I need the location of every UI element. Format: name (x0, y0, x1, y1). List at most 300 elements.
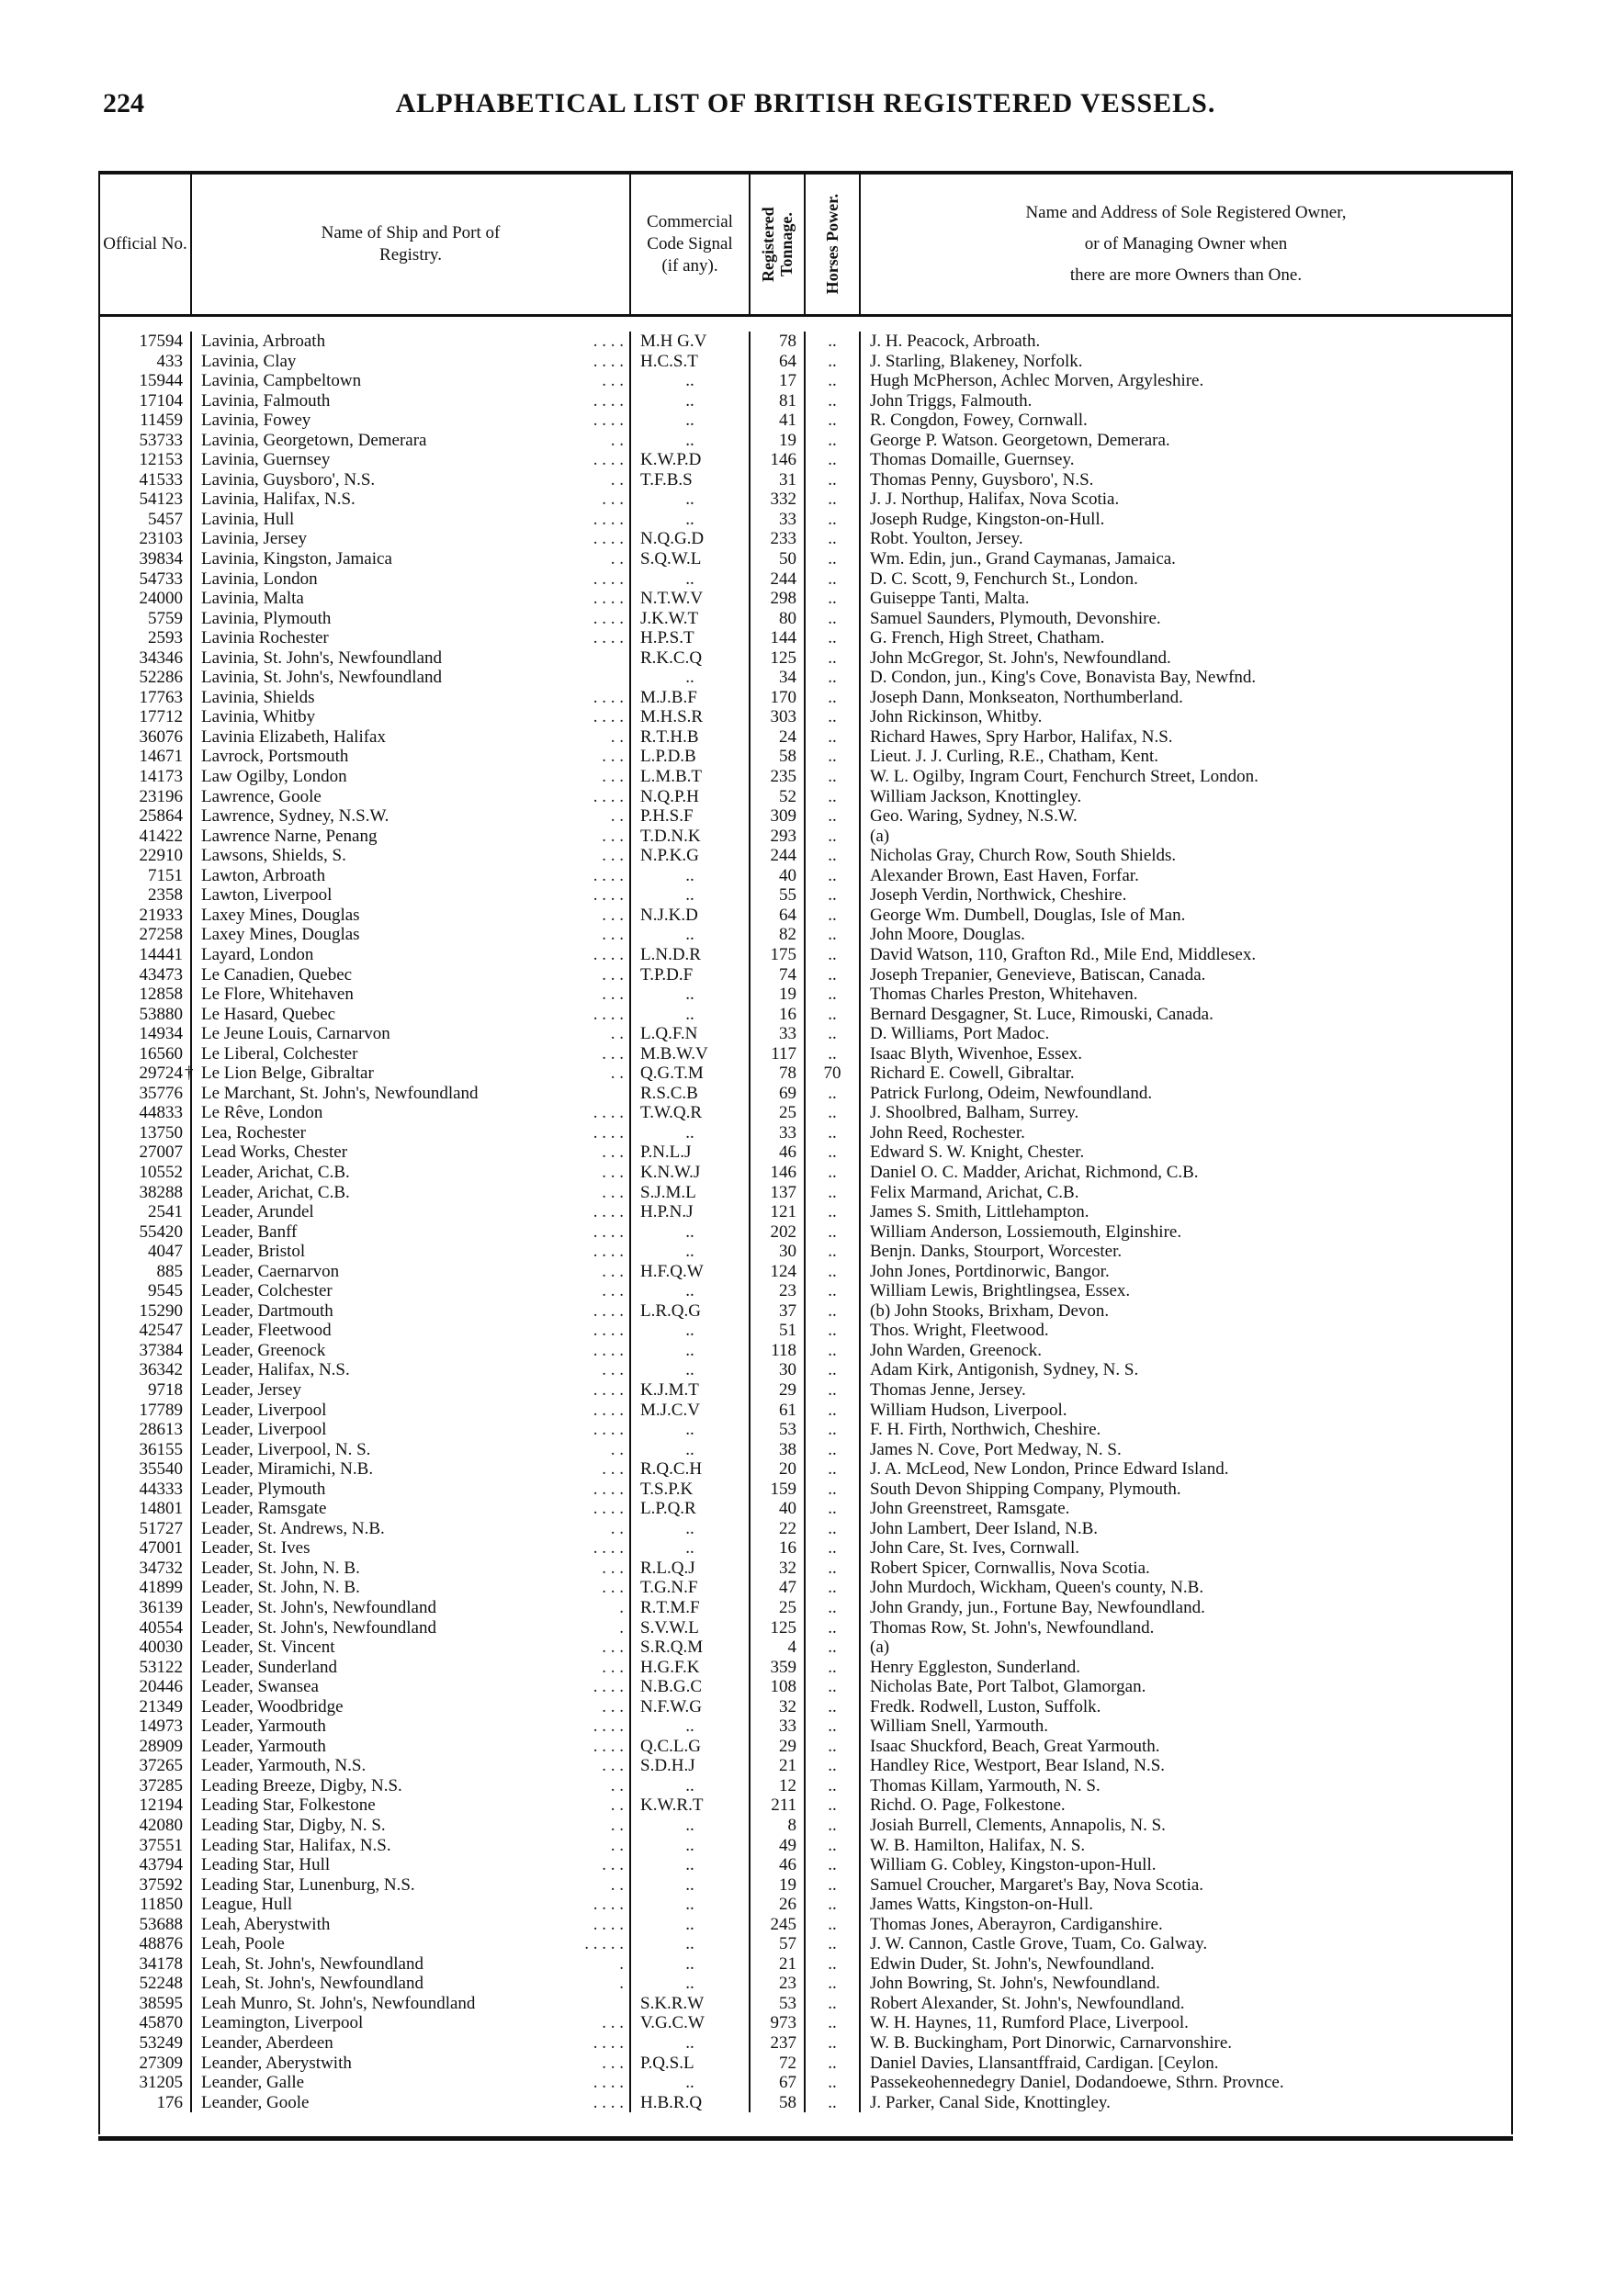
leader-dots: . . . . (593, 1400, 624, 1420)
official-number: 27258 (100, 925, 192, 945)
ship-name-text: Lavinia, Jersey (201, 529, 308, 549)
ship-name-port (192, 1380, 631, 1401)
registered-tonnage: 117 (751, 1044, 806, 1064)
horse-power: 70 (806, 1064, 861, 1084)
registered-tonnage: 125 (751, 1618, 806, 1638)
ship-name-port (192, 352, 631, 372)
owner-name-address: Robert Alexander, St. John's, Newfoundland. (870, 1993, 1185, 2013)
ship-name-port (192, 1024, 631, 1044)
ship-name-port (192, 2093, 631, 2113)
owner-name-address: W. B. Hamilton, Halifax, N. S. (870, 1835, 1086, 1855)
registered-tonnage: 144 (751, 628, 806, 648)
ship-name-text: Leader, Dartmouth (201, 1300, 333, 1321)
code-signal: .. (631, 866, 751, 886)
official-number: 20446 (100, 1677, 192, 1697)
official-number: 34178 (100, 1954, 192, 1975)
official-number: 41422 (100, 827, 192, 847)
horse-power: .. (806, 1401, 861, 1421)
ship-name-port (192, 411, 631, 431)
ship-name-text: Leader, Plymouth (201, 1479, 326, 1499)
official-number: 14441 (100, 945, 192, 965)
table-row (100, 1974, 1511, 1994)
code-signal: R.T.M.F (631, 1598, 751, 1618)
official-number: 4047 (100, 1242, 192, 1262)
code-signal: .. (631, 885, 751, 906)
owner-name-address: Daniel Davies, Llansantffraid, Cardigan. [Ceylon. (870, 2053, 1219, 2073)
registered-tonnage: 55 (751, 885, 806, 906)
owner-name-address: J. H. Peacock, Arbroath. (870, 332, 1041, 351)
horse-power: .. (806, 707, 861, 727)
registered-tonnage: 19 (751, 1875, 806, 1896)
ship-name-text: Leamington, Liverpool (201, 2013, 364, 2033)
table-row (100, 906, 1511, 926)
table-row (100, 1875, 1511, 1896)
code-signal: N.P.K.G (631, 846, 751, 866)
horse-power: .. (806, 1142, 861, 1163)
table-row (100, 549, 1511, 569)
ship-name-port (192, 1934, 631, 1954)
table-row (100, 1420, 1511, 1440)
table-row (100, 411, 1511, 431)
registered-tonnage: 81 (751, 391, 806, 411)
official-number: 14671 (100, 747, 192, 767)
official-number: 5457 (100, 510, 192, 530)
horse-power: .. (806, 1895, 861, 1915)
table-row (100, 1163, 1511, 1183)
leader-dots: . . . (602, 767, 624, 787)
table-row (100, 985, 1511, 1005)
code-signal: .. (631, 411, 751, 431)
leader-dots: . . . . (593, 1895, 624, 1915)
ship-name-port (192, 1519, 631, 1539)
code-signal: R.L.Q.J (631, 1559, 751, 1579)
official-number: 17104 (100, 391, 192, 411)
code-signal: .. (631, 1875, 751, 1896)
ship-name-port (192, 1578, 631, 1598)
ship-name-text: Leading Star, Folkestone (201, 1795, 376, 1816)
leader-dots: . . . . (593, 589, 624, 609)
code-signal: .. (631, 2073, 751, 2093)
registered-tonnage: 121 (751, 1202, 806, 1222)
horse-power: .. (806, 1084, 861, 1104)
ship-name-text: Leader, Miramichi, N.B. (201, 1459, 374, 1480)
code-signal: H.C.S.T (631, 352, 751, 372)
registered-tonnage: 146 (751, 1163, 806, 1183)
owner-name-address: George Wm. Dumbell, Douglas, Isle of Man. (870, 905, 1186, 925)
leader-dots: . . (610, 1816, 624, 1836)
code-signal: R.S.C.B (631, 1084, 751, 1104)
header-official-no: Official No. (100, 174, 192, 314)
horse-power: .. (806, 1559, 861, 1579)
owner-name-address: William Lewis, Brightlingsea, Essex. (870, 1281, 1131, 1301)
ship-name-text: Leading Breeze, Digby, N.S. (201, 1775, 402, 1795)
table-row (100, 747, 1511, 767)
ship-name-text: Lawton, Arbroath (201, 865, 326, 885)
owner-name-address: J. Parker, Canal Side, Knottingley. (870, 2092, 1111, 2112)
code-signal: M.B.W.V (631, 1044, 751, 1064)
registered-tonnage: 33 (751, 510, 806, 530)
owner-name-address: Nicholas Bate, Port Talbot, Glamorgan. (870, 1677, 1146, 1697)
ship-name-text: Leander, Galle (201, 2073, 305, 2093)
registered-tonnage: 38 (751, 1440, 806, 1460)
ship-name-text: Leading Star, Halifax, N.S. (201, 1835, 391, 1855)
registered-tonnage: 33 (751, 1716, 806, 1737)
registered-tonnage: 973 (751, 2013, 806, 2033)
ship-name-port (192, 1538, 631, 1559)
registered-tonnage: 51 (751, 1321, 806, 1341)
owner-name-address: James N. Cove, Port Medway, N. S. (870, 1439, 1122, 1459)
code-signal: .. (631, 1974, 751, 1994)
ship-name-text: Leader, St. Ives (201, 1538, 310, 1559)
registered-tonnage: 237 (751, 2033, 806, 2054)
horse-power: .. (806, 1005, 861, 1025)
owner-name-address: Edward S. W. Knight, Chester. (870, 1142, 1085, 1163)
code-signal: .. (631, 1341, 751, 1361)
registered-tonnage: 170 (751, 688, 806, 708)
owner-name-address: Edwin Duder, St. John's, Newfoundland. (870, 1953, 1155, 1974)
horse-power: .. (806, 1677, 861, 1697)
table-row (100, 1994, 1511, 2014)
official-number: 35540 (100, 1459, 192, 1480)
ship-name-port (192, 925, 631, 945)
ship-name-text: Lawsons, Shields, S. (201, 846, 346, 866)
horse-power: .. (806, 1242, 861, 1262)
owner-name-address: Thomas Row, St. John's, Newfoundland. (870, 1617, 1155, 1638)
official-number: 7151 (100, 866, 192, 886)
registered-tonnage: 41 (751, 411, 806, 431)
ship-name-port (192, 1638, 631, 1658)
code-signal: H.F.Q.W (631, 1262, 751, 1282)
ship-name-text: Leader, St. Vincent (201, 1638, 335, 1658)
registered-tonnage: 31 (751, 470, 806, 490)
ship-name-text: Lavinia Rochester (201, 628, 329, 648)
code-signal: M.J.B.F (631, 688, 751, 708)
official-number: 28909 (100, 1737, 192, 1757)
horse-power: .. (806, 1737, 861, 1757)
horse-power: .. (806, 1697, 861, 1717)
official-number: 36155 (100, 1440, 192, 1460)
horse-power: .. (806, 1281, 861, 1301)
ship-name-port (192, 450, 631, 470)
code-signal: T.G.N.F (631, 1578, 751, 1598)
table-row (100, 1855, 1511, 1875)
owner-name-address: William Anderson, Lossiemouth, Elginshire. (870, 1221, 1182, 1242)
ship-name-text: Leander, Goole (201, 2092, 310, 2112)
owner-name-address: W. B. Buckingham, Port Dinorwic, Carnarvonshire. (870, 2033, 1233, 2054)
leader-dots: . . . (602, 964, 624, 985)
table-row (100, 965, 1511, 985)
table-row (100, 866, 1511, 886)
leader-dots: . . . . (593, 1103, 624, 1123)
registered-tonnage: 40 (751, 866, 806, 886)
horse-power: .. (806, 1024, 861, 1044)
leader-dots: . . . (602, 905, 624, 925)
horse-power: .. (806, 490, 861, 510)
table-row (100, 1776, 1511, 1796)
owner-name-address: Geo. Waring, Sydney, N.S.W. (870, 806, 1078, 827)
ship-name-port (192, 1954, 631, 1975)
code-signal: .. (631, 1934, 751, 1954)
code-signal: .. (631, 1915, 751, 1935)
leader-dots: . . . . (593, 707, 624, 727)
owner-name-address: W. H. Haynes, 11, Rumford Place, Liverpool. (870, 2013, 1189, 2033)
ship-name-text: Leader, Greenock (201, 1340, 326, 1360)
horse-power: .. (806, 1183, 861, 1203)
ship-name-port (192, 1795, 631, 1816)
registered-tonnage: 26 (751, 1895, 806, 1915)
registered-tonnage: 293 (751, 827, 806, 847)
horse-power: .. (806, 1836, 861, 1856)
ship-name-port (192, 668, 631, 688)
code-signal: N.Q.P.H (631, 787, 751, 807)
owner-name-address: Richard Hawes, Spry Harbor, Halifax, N.S. (870, 726, 1173, 747)
horse-power: .. (806, 332, 861, 352)
table-row (100, 925, 1511, 945)
official-number: 45870 (100, 2013, 192, 2033)
leader-dots: . . . . (593, 786, 624, 806)
table-row (100, 767, 1511, 787)
owner-name-address: D. Williams, Port Madoc. (870, 1024, 1050, 1044)
code-signal: L.Q.F.N (631, 1024, 751, 1044)
official-number: 24000 (100, 589, 192, 609)
leader-dots: . (619, 1598, 624, 1617)
table-row (100, 2013, 1511, 2033)
owner-name-address: John Rickinson, Whitby. (870, 707, 1043, 727)
code-signal: H.P.N.J (631, 1202, 751, 1222)
table-row (100, 1638, 1511, 1658)
horse-power: .. (806, 1816, 861, 1836)
horse-power: .. (806, 1499, 861, 1519)
leader-dots: . . (610, 1024, 624, 1044)
horse-power: .. (806, 1163, 861, 1183)
code-signal: .. (631, 1321, 751, 1341)
code-signal: .. (631, 1242, 751, 1262)
code-signal: T.P.D.F (631, 965, 751, 985)
ship-name-text: Lavinia, Arbroath (201, 332, 326, 351)
owner-name-address: Benjn. Danks, Stourport, Worcester. (870, 1242, 1123, 1262)
registered-tonnage: 235 (751, 767, 806, 787)
registered-tonnage: 33 (751, 1024, 806, 1044)
header-tonnage: Registered Tonnage. (751, 174, 806, 314)
horse-power: .. (806, 747, 861, 767)
leader-dots: . . . (602, 925, 624, 945)
leader-dots: . . (610, 1795, 624, 1816)
ship-name-text: Leader, St. John, N. B. (201, 1558, 360, 1578)
table-row (100, 1459, 1511, 1480)
table-row (100, 391, 1511, 411)
registered-tonnage: 8 (751, 1816, 806, 1836)
official-number: 55420 (100, 1222, 192, 1243)
ship-name-text: Laxey Mines, Douglas (201, 925, 360, 945)
ship-name-port (192, 945, 631, 965)
owner-name-address: John Grandy, jun., Fortune Bay, Newfoundland. (870, 1598, 1205, 1617)
leader-dots: . . . (602, 1638, 624, 1658)
ship-name-port (192, 1697, 631, 1717)
horse-power: .. (806, 1380, 861, 1401)
official-number: 16560 (100, 1044, 192, 1064)
horse-power: .. (806, 1044, 861, 1064)
owner-name-address: Richd. O. Page, Folkestone. (870, 1795, 1066, 1816)
official-number: 34732 (100, 1559, 192, 1579)
official-number: 34346 (100, 648, 192, 669)
table-header (98, 174, 1513, 314)
leader-dots: . . . (602, 1756, 624, 1776)
table-row (100, 470, 1511, 490)
ship-name-port (192, 391, 631, 411)
ship-name-text: Leander, Aberdeen (201, 2033, 333, 2054)
leader-dots: . . . (602, 490, 624, 510)
leader-dots: . . . (602, 1043, 624, 1064)
table-row (100, 806, 1511, 827)
code-signal: .. (631, 668, 751, 688)
code-signal: H.B.R.Q (631, 2093, 751, 2113)
ship-name-text: Leah, St. John's, Newfoundland (201, 1974, 423, 1994)
leader-dots: . . . . (593, 1122, 624, 1142)
official-number: 23103 (100, 529, 192, 549)
ship-name-port (192, 1459, 631, 1480)
code-signal: .. (631, 925, 751, 945)
ship-name-text: Leah, Poole (201, 1934, 285, 1954)
owner-name-address: John Greenstreet, Ramsgate. (870, 1499, 1070, 1519)
leader-dots: . . . (602, 1261, 624, 1281)
owner-name-address: J. J. Northup, Halifax, Nova Scotia. (870, 490, 1120, 510)
registered-tonnage: 245 (751, 1915, 806, 1935)
ship-name-port (192, 1994, 631, 2014)
table-row (100, 1380, 1511, 1401)
official-number: 17789 (100, 1401, 192, 1421)
table-row (100, 431, 1511, 451)
leader-dots: . . . (602, 846, 624, 866)
horse-power: .. (806, 906, 861, 926)
code-signal: T.D.N.K (631, 827, 751, 847)
leader-dots: . . . . (593, 509, 624, 529)
code-signal: R.Q.C.H (631, 1459, 751, 1480)
official-number: 23196 (100, 787, 192, 807)
ship-name-port (192, 866, 631, 886)
ship-name-text: Lawrence, Sydney, N.S.W. (201, 806, 389, 827)
horse-power: .. (806, 2013, 861, 2033)
ship-name-port (192, 648, 631, 669)
owner-name-address: Thomas Killam, Yarmouth, N. S. (870, 1775, 1101, 1795)
code-signal: Q.G.T.M (631, 1064, 751, 1084)
leader-dots: . . . . (593, 1202, 624, 1222)
page-number: 224 (103, 88, 144, 118)
table-row (100, 1658, 1511, 1678)
code-signal: S.Q.W.L (631, 549, 751, 569)
registered-tonnage: 61 (751, 1401, 806, 1421)
ship-name-port (192, 1716, 631, 1737)
table-row (100, 1401, 1511, 1421)
registered-tonnage: 359 (751, 1658, 806, 1678)
table-row (100, 1737, 1511, 1757)
horse-power: .. (806, 1538, 861, 1559)
registered-tonnage: 64 (751, 906, 806, 926)
owner-name-address: W. L. Ogilby, Ingram Court, Fenchurch Street, London. (870, 767, 1259, 787)
ship-name-text: Leader, St. Andrews, N.B. (201, 1518, 385, 1538)
official-number: 176 (100, 2093, 192, 2113)
owner-name-address: Handley Rice, Westport, Bear Island, N.S. (870, 1756, 1166, 1776)
owner-name-address: John Lambert, Deer Island, N.B. (870, 1518, 1098, 1538)
ship-name-port (192, 1658, 631, 1678)
owner-name-address: R. Congdon, Fowey, Cornwall. (870, 411, 1088, 431)
code-signal: K.J.M.T (631, 1380, 751, 1401)
table-row (100, 1578, 1511, 1598)
table-row (100, 668, 1511, 688)
table-row (100, 589, 1511, 609)
code-signal: .. (631, 1855, 751, 1875)
registered-tonnage: 124 (751, 1262, 806, 1282)
ship-name-text: Leader, Liverpool, N. S. (201, 1439, 371, 1459)
official-number: 35776 (100, 1084, 192, 1104)
table-row (100, 1559, 1511, 1579)
horse-power: .. (806, 1795, 861, 1816)
ship-name-port (192, 1480, 631, 1500)
official-number: 2358 (100, 885, 192, 906)
table-row (100, 490, 1511, 510)
ship-name-text: Leader, St. John's, Newfoundland (201, 1617, 436, 1638)
table-row (100, 1915, 1511, 1935)
leader-dots: . . . (602, 1657, 624, 1677)
ship-name-text: Lea, Rochester (201, 1122, 306, 1142)
owner-name-address: Daniel O. C. Madder, Arichat, Richmond, C.B. (870, 1162, 1199, 1182)
table-row (100, 1202, 1511, 1222)
ship-name-port (192, 1974, 631, 1994)
registered-tonnage: 202 (751, 1222, 806, 1243)
table-row (100, 787, 1511, 807)
owner-name-address: William Jackson, Knottingley. (870, 786, 1082, 806)
registered-tonnage: 78 (751, 332, 806, 352)
table-row (100, 1183, 1511, 1203)
ship-name-port (192, 1756, 631, 1776)
horse-power: .. (806, 450, 861, 470)
table-row (100, 1716, 1511, 1737)
leader-dots: . . . (602, 1578, 624, 1598)
ship-name-port (192, 1262, 631, 1282)
leader-dots: . . . . (593, 529, 624, 549)
ship-name-port (192, 1163, 631, 1183)
horse-power: .. (806, 1638, 861, 1658)
ship-name-text: Lavinia, Halifax, N.S. (201, 490, 356, 510)
ship-name-port (192, 589, 631, 609)
official-number: 53249 (100, 2033, 192, 2054)
registered-tonnage: 146 (751, 450, 806, 470)
owner-name-address: Wm. Edin, jun., Grand Caymanas, Jamaica. (870, 549, 1176, 569)
ship-name-port (192, 965, 631, 985)
table-row (100, 846, 1511, 866)
official-number: 21349 (100, 1697, 192, 1717)
official-number: 21933 (100, 906, 192, 926)
registered-tonnage: 23 (751, 1974, 806, 1994)
table-row (100, 1281, 1511, 1301)
ship-name-text: Layard, London (201, 944, 314, 964)
horse-power: .. (806, 1341, 861, 1361)
horse-power: .. (806, 1618, 861, 1638)
table-row (100, 1064, 1511, 1084)
registered-tonnage: 244 (751, 846, 806, 866)
ship-name-port (192, 2073, 631, 2093)
code-signal: L.M.B.T (631, 767, 751, 787)
horse-power: .. (806, 470, 861, 490)
table-row (100, 1538, 1511, 1559)
registered-tonnage: 211 (751, 1795, 806, 1816)
owner-name-address: Thomas Charles Preston, Whitehaven. (870, 985, 1138, 1005)
owner-name-address: South Devon Shipping Company, Plymouth. (870, 1479, 1181, 1499)
table-row (100, 707, 1511, 727)
leader-dots: . . . (602, 1182, 624, 1202)
official-number: 42080 (100, 1816, 192, 1836)
code-signal: L.R.Q.G (631, 1301, 751, 1322)
ship-name-text: Le Liberal, Colchester (201, 1043, 358, 1064)
